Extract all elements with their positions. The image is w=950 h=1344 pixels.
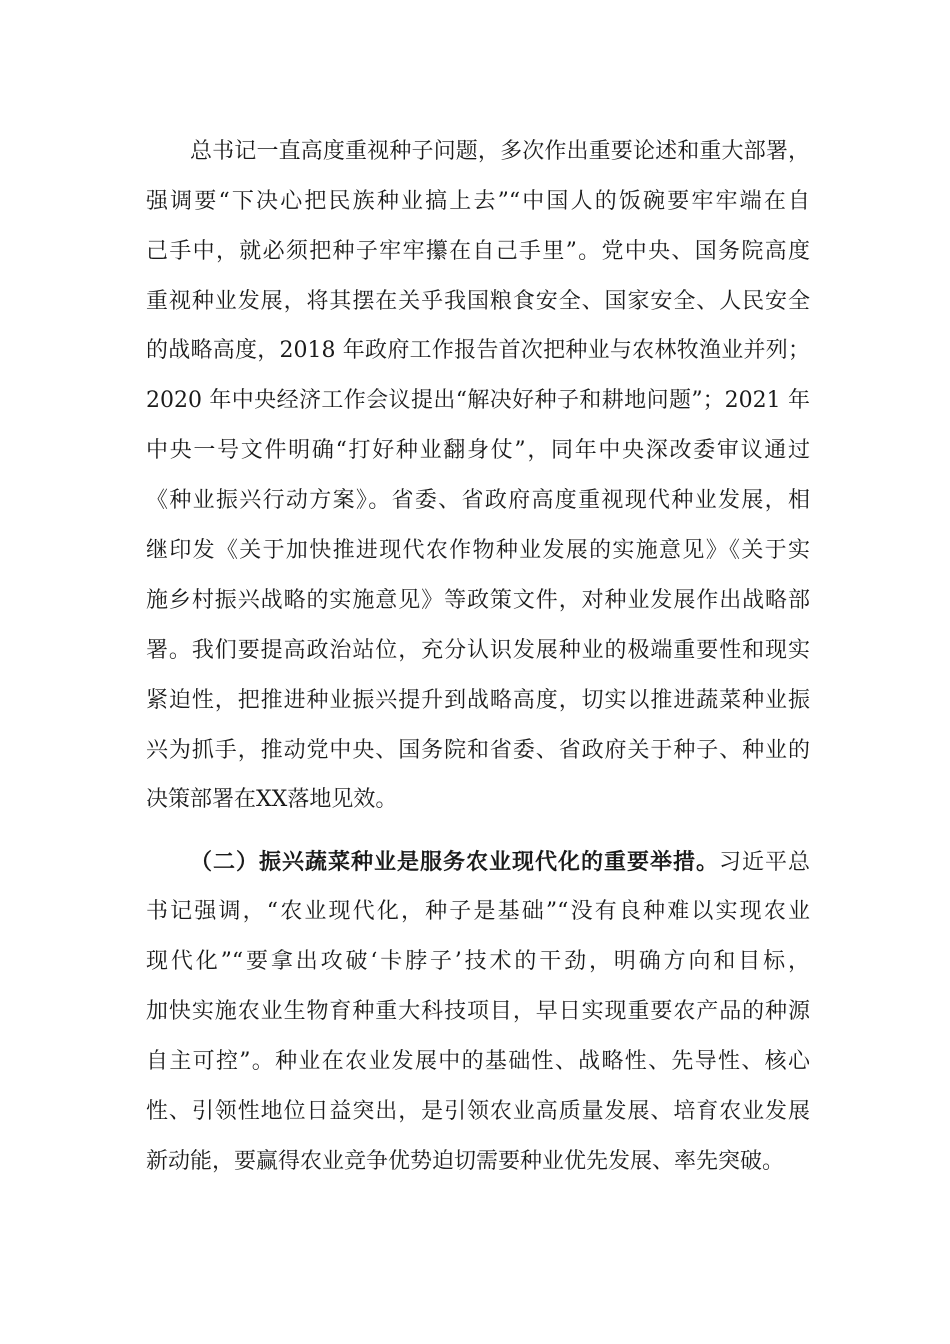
paragraph-1-line-2: 强调要“下决心把民族种业搞上去”“中国人的饭碗要牢牢端在自 [146, 189, 810, 214]
paragraph-2-line-7: 新动能，要赢得农业竞争优势迫切需要种业优先发展、率先突破。 [146, 1149, 785, 1174]
paragraph-1-line-14: 决策部署在XX落地见效。 [146, 787, 398, 812]
paragraph-2-line-3: 现代化”“要拿出攻破‘卡脖子’技术的干劲，明确方向和目标， [146, 949, 810, 974]
paragraph-2-line-1-rest: 习近平总 [718, 850, 810, 875]
paragraph-1-line-1: 总书记一直高度重视种子问题，多次作出重要论述和重大部署， [190, 139, 810, 164]
paragraph-1-line-4: 重视种业发展，将其摆在关乎我国粮食安全、国家安全、人民安全 [146, 289, 810, 314]
paragraph-1-line-7: 中央一号文件明确“打好种业翻身仗”，同年中央深改委审议通过 [146, 438, 810, 463]
paragraph-1-line-10: 施乡村振兴战略的实施意见》等政策文件，对种业发展作出战略部 [146, 588, 810, 613]
paragraph-1-line-11: 署。我们要提高政治站位，充分认识发展种业的极端重要性和现实 [146, 638, 810, 663]
paragraph-2-line-6: 性、引领性地位日益突出，是引领农业高质量发展、培育农业发展 [146, 1099, 810, 1124]
paragraph-2-line-5: 自主可控”。种业在农业发展中的基础性、战略性、先导性、核心 [146, 1049, 810, 1074]
paragraph-2-line-2: 书记强调，“农业现代化，种子是基础”“没有良种难以实现农业 [146, 899, 810, 924]
paragraph-1-line-3: 己手中，就必须把种子牢牢攥在自己手里”。党中央、国务院高度 [146, 239, 810, 264]
paragraph-1-line-8: 《种业振兴行动方案》。省委、省政府高度重视现代种业发展，相 [146, 488, 810, 513]
paragraph-2-line-1 [190, 847, 810, 878]
section-heading: （二）振兴蔬菜种业是服务农业现代化的重要举措。 [190, 849, 719, 875]
paragraph-1-line-5: 的战略高度，2018 年政府工作报告首次把种业与农林牧渔业并列； [146, 338, 810, 363]
paragraph-2-line-4: 加快实施农业生物育种重大科技项目，早日实现重要农产品的种源 [146, 999, 810, 1024]
paragraph-1-line-9: 继印发《关于加快推进现代农作物种业发展的实施意见》《关于实 [146, 538, 810, 563]
paragraph-1-line-12: 紧迫性，把推进种业振兴提升到战略高度，切实以推进蔬菜种业振 [146, 688, 810, 713]
paragraph-1-line-6: 2020 年中央经济工作会议提出“解决好种子和耕地问题”；2021 年 [146, 388, 810, 413]
paragraph-1-line-13: 兴为抓手，推动党中央、国务院和省委、省政府关于种子、种业的 [146, 738, 810, 763]
